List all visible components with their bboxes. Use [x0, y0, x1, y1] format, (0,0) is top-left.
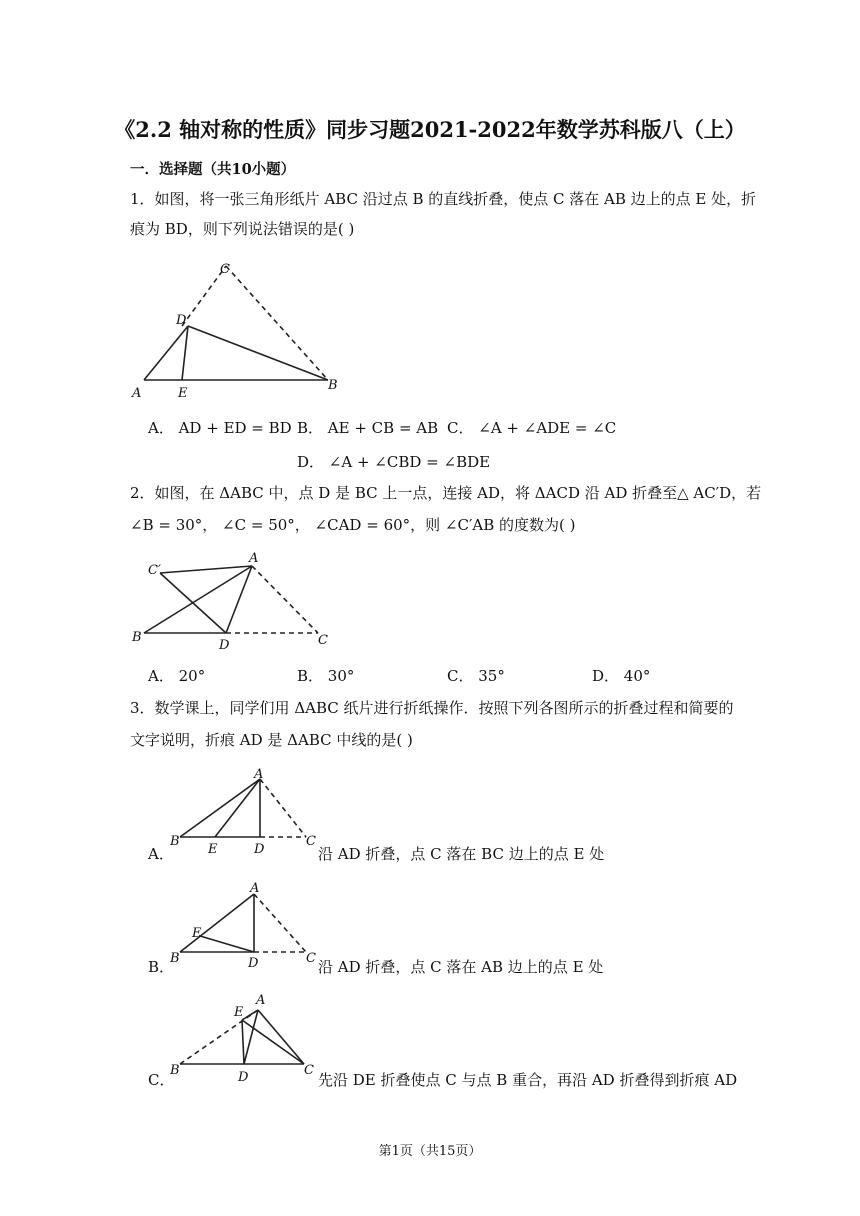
segment-c-prime-a: [160, 566, 252, 573]
q2-option-b[interactable]: B． 30°: [297, 667, 355, 685]
label-e: E: [192, 926, 202, 941]
dash-ac: [252, 566, 318, 633]
label-c: C: [220, 262, 230, 277]
label-b: B: [328, 378, 338, 393]
crease-bd: [188, 326, 328, 380]
q3-option-b-figure: [170, 878, 320, 973]
label-b: B: [170, 951, 180, 966]
q1-line2: 痕为 BD，则下列说法错误的是( ): [130, 220, 355, 238]
section-heading: 一．选择题（共10小题）: [130, 161, 296, 178]
q1-option-d[interactable]: D． ∠A + ∠CBD = ∠BDE: [297, 453, 491, 471]
q2-option-a[interactable]: A． 20°: [148, 667, 206, 685]
q3-option-b-text: 沿 AD 折叠，点 C 落在 AB 边上的点 E 处: [318, 958, 604, 976]
side-ad: [144, 326, 188, 380]
label-a: A: [256, 993, 266, 1008]
page-title: 《2.2 轴对称的性质》同步习题2021-2022年数学苏科版八（上）: [114, 117, 746, 142]
label-a: A: [250, 881, 260, 896]
page-footer: 第1页（共15页）: [378, 1144, 482, 1159]
side-ba: [180, 894, 254, 952]
segment-ea: [215, 779, 260, 837]
label-b: B: [170, 1063, 180, 1078]
q2-line2: ∠B = 30°， ∠C = 50°， ∠CAD = 60°，则 ∠C′AB 的度数为( ): [130, 516, 576, 534]
q1-option-c[interactable]: C． ∠A + ∠ADE = ∠C: [447, 419, 617, 437]
q3-option-c-text: 先沿 DE 折叠使点 C 与点 B 重合，再沿 AD 折叠得到折痕 AD: [318, 1071, 738, 1089]
q1-option-b[interactable]: B． AE + CB = AB: [297, 419, 439, 437]
side-ba: [180, 779, 260, 837]
dash-ac: [260, 779, 306, 837]
q3-option-b-prefix[interactable]: B．: [148, 958, 175, 976]
label-d: D: [254, 842, 265, 857]
segment-ed: [200, 936, 254, 952]
label-d: D: [176, 313, 187, 328]
label-e: E: [178, 386, 188, 401]
label-c: C: [304, 1063, 314, 1078]
crease-de: [242, 1020, 244, 1064]
label-c: C: [318, 633, 328, 648]
q2-line1: 2．如图，在 ΔABC 中，点 D 是 BC 上一点，连接 AD，将 ΔACD 沿 AD 折叠至△ AC′D，若: [130, 484, 762, 502]
q3-option-a-figure: [170, 765, 320, 860]
q1-option-a[interactable]: A． AD + ED = BD: [148, 419, 292, 437]
label-e: E: [234, 1005, 244, 1020]
fold-ad: [226, 566, 252, 633]
label-d: D: [219, 638, 230, 653]
q1-line1: 1．如图，将一张三角形纸片 ABC 沿过点 B 的直线折叠，使点 C 落在 AB 边上的点 E 处，折: [130, 190, 757, 208]
q1-figure: [128, 256, 348, 406]
dash-ac: [254, 894, 306, 952]
label-a: A: [254, 767, 264, 782]
fold-line-cb: [226, 266, 328, 380]
q2-option-c[interactable]: C． 35°: [447, 667, 505, 685]
label-d: D: [248, 956, 259, 971]
q3-option-c-prefix[interactable]: C．: [148, 1071, 175, 1089]
label-e: E: [208, 842, 218, 857]
label-c-prime: C′: [148, 563, 161, 578]
q2-option-d[interactable]: D． 40°: [592, 667, 651, 685]
label-a: A: [249, 551, 259, 566]
q3-line2: 文字说明，折痕 AD 是 ΔABC 中线的是( ): [130, 731, 413, 749]
q3-option-c-figure: [170, 988, 320, 1088]
q3-option-a-text: 沿 AD 折叠，点 C 落在 BC 边上的点 E 处: [318, 845, 605, 863]
segment-de: [182, 326, 188, 380]
label-c: C: [306, 951, 316, 966]
label-b: B: [132, 630, 142, 645]
q3-option-a-prefix[interactable]: A．: [148, 845, 174, 863]
q2-figure: [128, 548, 348, 658]
label-c: C: [306, 834, 316, 849]
label-b: B: [170, 834, 180, 849]
label-a: A: [132, 386, 142, 401]
label-d: D: [238, 1070, 249, 1085]
q3-line1: 3．数学课上，同学们用 ΔABC 纸片进行折纸操作．按照下列各图所示的折叠过程和简要的: [130, 699, 734, 717]
